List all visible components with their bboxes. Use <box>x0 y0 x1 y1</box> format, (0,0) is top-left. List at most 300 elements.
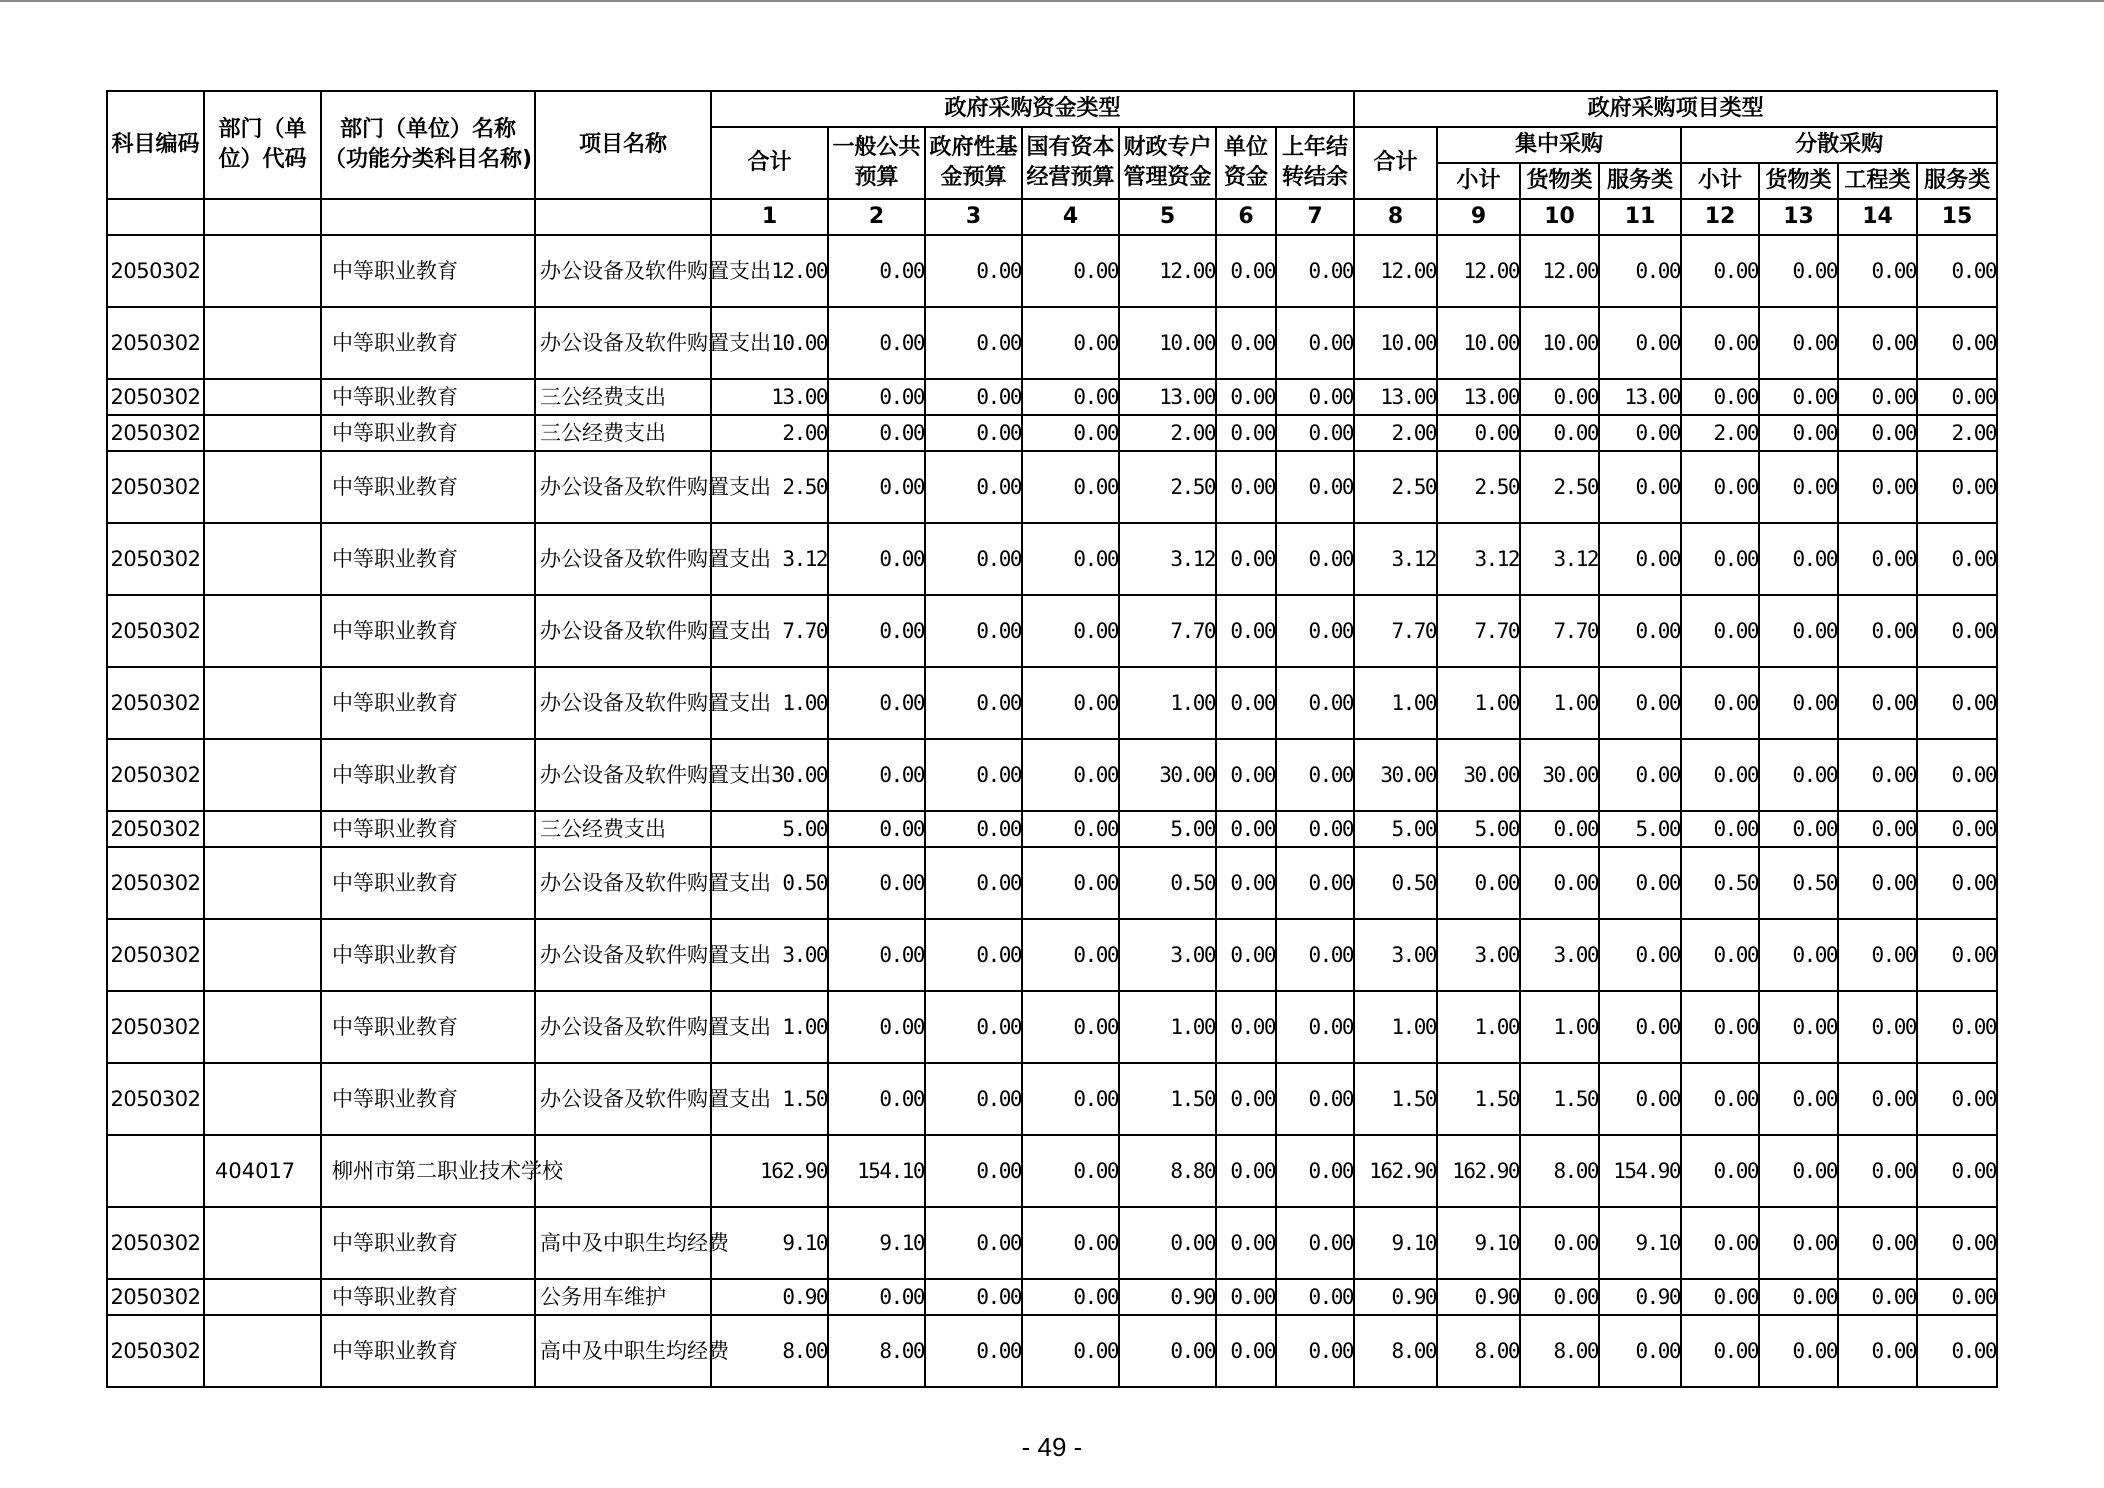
cell-value: 9.10 <box>1354 1207 1437 1279</box>
cell-dept-code <box>204 847 321 919</box>
cell-value: 10.00 <box>1437 307 1520 379</box>
cell-value: 0.90 <box>1599 1279 1681 1315</box>
cell-dept-code <box>204 415 321 451</box>
cell-value: 0.50 <box>711 847 828 919</box>
cell-value: 0.00 <box>1022 523 1119 595</box>
column-number: 5 <box>1119 199 1216 235</box>
cell-dept-name: 中等职业教育 <box>321 415 535 451</box>
table-row <box>107 523 1997 595</box>
cell-dept-name: 中等职业教育 <box>321 739 535 811</box>
cell-value: 0.00 <box>1759 811 1838 847</box>
cell-value: 0.00 <box>1759 739 1838 811</box>
table-row <box>107 1207 1997 1279</box>
cell-value: 3.00 <box>1437 919 1520 991</box>
cell-value: 0.00 <box>1276 523 1354 595</box>
column-number: 4 <box>1022 199 1119 235</box>
cell-value: 0.00 <box>1022 667 1119 739</box>
cell-value: 0.00 <box>1276 1135 1354 1207</box>
cell-project-name: 办公设备及软件购置支出 <box>535 1063 711 1135</box>
cell-value: 0.00 <box>1681 451 1759 523</box>
cell-value: 0.00 <box>925 919 1022 991</box>
cell-value: 0.00 <box>1022 307 1119 379</box>
cell-subject-code: 2050302 <box>107 739 204 811</box>
cell-value: 0.00 <box>1917 1279 1997 1315</box>
cell-value: 0.00 <box>925 667 1022 739</box>
cell-value: 162.90 <box>1354 1135 1437 1207</box>
cell-value: 0.00 <box>828 739 925 811</box>
cell-value: 0.00 <box>828 415 925 451</box>
cell-value: 0.00 <box>1599 595 1681 667</box>
header-carryover: 上年结转结余 <box>1276 127 1354 199</box>
cell-dept-name: 柳州市第二职业技术学校 <box>321 1135 535 1207</box>
cell-value: 0.00 <box>1216 919 1276 991</box>
cell-value: 1.50 <box>1520 1063 1599 1135</box>
table-row <box>107 235 1997 307</box>
table-row <box>107 415 1997 451</box>
cell-dept-name: 中等职业教育 <box>321 1063 535 1135</box>
cell-value: 0.00 <box>1759 307 1838 379</box>
cell-subject-code <box>107 1135 204 1207</box>
cell-dept-code <box>204 595 321 667</box>
cell-dept-code <box>204 235 321 307</box>
cell-value: 0.00 <box>1917 523 1997 595</box>
cell-value: 0.00 <box>828 1279 925 1315</box>
cell-value: 30.00 <box>711 739 828 811</box>
cell-value: 0.00 <box>1599 739 1681 811</box>
cell-value: 0.00 <box>1276 307 1354 379</box>
cell-subject-code: 2050302 <box>107 667 204 739</box>
cell-value: 0.00 <box>1681 739 1759 811</box>
cell-project-name: 办公设备及软件购置支出 <box>535 847 711 919</box>
cell-value: 0.00 <box>1022 991 1119 1063</box>
cell-value: 1.00 <box>1119 667 1216 739</box>
cell-value: 0.00 <box>1917 379 1997 415</box>
cell-value: 0.00 <box>1599 847 1681 919</box>
cell-value: 0.00 <box>1681 811 1759 847</box>
cell-value: 0.00 <box>925 451 1022 523</box>
cell-subject-code: 2050302 <box>107 1315 204 1387</box>
cell-value: 0.00 <box>1276 847 1354 919</box>
table-row <box>107 1315 1997 1387</box>
cell-value: 0.00 <box>1022 1279 1119 1315</box>
cell-value: 0.00 <box>1917 595 1997 667</box>
cell-value: 154.90 <box>1599 1135 1681 1207</box>
cell-value: 162.90 <box>1437 1135 1520 1207</box>
cell-value: 0.90 <box>1119 1279 1216 1315</box>
cell-value: 0.50 <box>1354 847 1437 919</box>
cell-value: 0.00 <box>1599 415 1681 451</box>
cell-project-name: 高中及中职生均经费 <box>535 1315 711 1387</box>
cell-value: 8.00 <box>1354 1315 1437 1387</box>
cell-value: 30.00 <box>1437 739 1520 811</box>
cell-value: 13.00 <box>711 379 828 415</box>
cell-value: 13.00 <box>1354 379 1437 415</box>
cell-value: 12.00 <box>1119 235 1216 307</box>
cell-value: 0.00 <box>1276 739 1354 811</box>
cell-value: 0.00 <box>1759 1135 1838 1207</box>
cell-value: 1.00 <box>1520 667 1599 739</box>
cell-value: 0.00 <box>1276 1063 1354 1135</box>
cell-value: 0.00 <box>1838 667 1917 739</box>
cell-value: 30.00 <box>1119 739 1216 811</box>
cell-value: 0.00 <box>1276 667 1354 739</box>
header-decentral-subtotal: 小计 <box>1681 163 1759 199</box>
cell-value: 8.00 <box>1437 1315 1520 1387</box>
cell-value: 0.00 <box>1276 811 1354 847</box>
cell-value: 0.00 <box>1022 1135 1119 1207</box>
table-row <box>107 595 1997 667</box>
column-number: 9 <box>1437 199 1520 235</box>
header-special-account-fund: 财政专户管理资金 <box>1119 127 1216 199</box>
header-fund-type: 政府采购资金类型 <box>711 91 1354 127</box>
cell-value: 0.00 <box>925 1207 1022 1279</box>
cell-project-name: 三公经费支出 <box>535 379 711 415</box>
cell-value: 2.00 <box>1354 415 1437 451</box>
cell-dept-code <box>204 1315 321 1387</box>
cell-value: 0.00 <box>925 739 1022 811</box>
cell-value: 0.00 <box>1276 379 1354 415</box>
header-central-services: 服务类 <box>1599 163 1681 199</box>
cell-value: 0.00 <box>1119 1315 1216 1387</box>
cell-value: 0.00 <box>1599 451 1681 523</box>
cell-value: 0.00 <box>1917 811 1997 847</box>
cell-value: 10.00 <box>1119 307 1216 379</box>
cell-value: 0.00 <box>1759 451 1838 523</box>
cell-value: 0.00 <box>1599 991 1681 1063</box>
cell-value: 0.00 <box>1216 811 1276 847</box>
cell-value: 0.00 <box>1759 379 1838 415</box>
header-dept-name: 部门（单位）名称（功能分类科目名称) <box>321 91 535 199</box>
table-row <box>107 307 1997 379</box>
cell-value: 1.50 <box>1437 1063 1520 1135</box>
cell-value: 0.00 <box>1216 1135 1276 1207</box>
cell-value: 0.00 <box>1917 919 1997 991</box>
cell-value: 3.00 <box>1520 919 1599 991</box>
cell-value: 0.00 <box>1917 451 1997 523</box>
cell-value: 0.00 <box>1022 451 1119 523</box>
column-number: 12 <box>1681 199 1759 235</box>
cell-value: 0.00 <box>1838 1207 1917 1279</box>
cell-value: 1.00 <box>1354 991 1437 1063</box>
cell-value: 3.12 <box>711 523 828 595</box>
cell-value: 7.70 <box>1119 595 1216 667</box>
cell-value: 0.00 <box>1838 595 1917 667</box>
cell-value: 0.90 <box>1437 1279 1520 1315</box>
cell-value: 0.00 <box>1838 523 1917 595</box>
cell-value: 0.00 <box>925 1315 1022 1387</box>
cell-value: 0.00 <box>1681 1207 1759 1279</box>
cell-value: 7.70 <box>711 595 828 667</box>
cell-value: 0.00 <box>828 523 925 595</box>
header-gov-fund-budget: 政府性基金预算 <box>925 127 1022 199</box>
cell-value: 1.00 <box>1437 667 1520 739</box>
cell-value: 0.90 <box>1354 1279 1437 1315</box>
cell-value: 0.00 <box>1216 595 1276 667</box>
cell-value: 0.00 <box>1437 415 1520 451</box>
cell-value: 13.00 <box>1119 379 1216 415</box>
header-general-budget: 一般公共预算 <box>828 127 925 199</box>
cell-value: 0.00 <box>1681 919 1759 991</box>
cell-value: 0.00 <box>1216 1063 1276 1135</box>
table-row <box>107 991 1997 1063</box>
top-border-line <box>0 0 2104 2</box>
cell-dept-name: 中等职业教育 <box>321 595 535 667</box>
cell-value: 1.50 <box>711 1063 828 1135</box>
cell-subject-code: 2050302 <box>107 991 204 1063</box>
cell-value: 12.00 <box>711 235 828 307</box>
cell-value: 1.00 <box>1520 991 1599 1063</box>
cell-value: 0.00 <box>1681 991 1759 1063</box>
cell-value: 8.00 <box>1520 1135 1599 1207</box>
cell-value: 7.70 <box>1437 595 1520 667</box>
cell-project-name: 公务用车维护 <box>535 1279 711 1315</box>
cell-value: 0.00 <box>1838 451 1917 523</box>
cell-value: 0.00 <box>1838 739 1917 811</box>
cell-value: 0.00 <box>1216 307 1276 379</box>
cell-value: 5.00 <box>1437 811 1520 847</box>
cell-value: 0.00 <box>1599 307 1681 379</box>
cell-value: 1.50 <box>1354 1063 1437 1135</box>
cell-value: 0.00 <box>925 235 1022 307</box>
cell-value: 9.10 <box>711 1207 828 1279</box>
cell-value: 2.00 <box>1917 415 1997 451</box>
cell-value: 1.00 <box>1354 667 1437 739</box>
cell-value: 0.00 <box>1838 379 1917 415</box>
cell-value: 0.00 <box>1838 1135 1917 1207</box>
cell-subject-code: 2050302 <box>107 235 204 307</box>
cell-subject-code: 2050302 <box>107 811 204 847</box>
cell-subject-code: 2050302 <box>107 451 204 523</box>
cell-value: 0.00 <box>1022 739 1119 811</box>
cell-value: 0.00 <box>1599 1063 1681 1135</box>
column-number: 3 <box>925 199 1022 235</box>
cell-value: 0.00 <box>1917 991 1997 1063</box>
cell-value: 0.00 <box>1022 595 1119 667</box>
header-decentral-goods: 货物类 <box>1759 163 1838 199</box>
cell-value: 13.00 <box>1599 379 1681 415</box>
cell-subject-code: 2050302 <box>107 379 204 415</box>
cell-value: 2.50 <box>1119 451 1216 523</box>
column-number: 1 <box>711 199 828 235</box>
cell-value: 0.00 <box>1838 847 1917 919</box>
cell-value: 0.00 <box>1022 235 1119 307</box>
cell-subject-code: 2050302 <box>107 307 204 379</box>
cell-value: 0.00 <box>1276 235 1354 307</box>
cell-value: 0.00 <box>1917 307 1997 379</box>
cell-value: 8.00 <box>828 1315 925 1387</box>
cell-value: 0.00 <box>1917 1135 1997 1207</box>
cell-dept-name: 中等职业教育 <box>321 379 535 415</box>
table-row <box>107 667 1997 739</box>
table-row <box>107 1135 1997 1207</box>
cell-value: 0.00 <box>1838 1315 1917 1387</box>
cell-value: 0.00 <box>828 595 925 667</box>
cell-subject-code: 2050302 <box>107 523 204 595</box>
cell-value: 1.50 <box>1119 1063 1216 1135</box>
cell-value: 0.00 <box>1216 1279 1276 1315</box>
cell-value: 0.00 <box>1599 235 1681 307</box>
cell-value: 0.00 <box>1681 595 1759 667</box>
cell-value: 0.00 <box>1216 991 1276 1063</box>
table-row <box>107 1063 1997 1135</box>
cell-value: 7.70 <box>1520 595 1599 667</box>
cell-value: 0.00 <box>828 379 925 415</box>
cell-project-name: 办公设备及软件购置支出 <box>535 595 711 667</box>
header-decentral-services: 服务类 <box>1917 163 1997 199</box>
cell-value: 3.12 <box>1520 523 1599 595</box>
cell-value: 12.00 <box>1354 235 1437 307</box>
cell-dept-name: 中等职业教育 <box>321 451 535 523</box>
cell-subject-code: 2050302 <box>107 919 204 991</box>
cell-value: 0.00 <box>925 811 1022 847</box>
cell-dept-code <box>204 667 321 739</box>
cell-value: 30.00 <box>1520 739 1599 811</box>
cell-value: 0.00 <box>828 919 925 991</box>
cell-value: 0.00 <box>828 991 925 1063</box>
cell-dept-name: 中等职业教育 <box>321 307 535 379</box>
cell-value: 0.00 <box>828 307 925 379</box>
cell-value: 0.50 <box>1681 847 1759 919</box>
cell-dept-name: 中等职业教育 <box>321 667 535 739</box>
cell-value: 0.00 <box>925 1063 1022 1135</box>
column-number: 2 <box>828 199 925 235</box>
cell-value: 0.00 <box>1276 1207 1354 1279</box>
cell-value: 0.00 <box>1838 991 1917 1063</box>
cell-dept-code <box>204 1063 321 1135</box>
cell-value: 0.00 <box>925 595 1022 667</box>
cell-value: 2.00 <box>1119 415 1216 451</box>
cell-subject-code: 2050302 <box>107 1279 204 1315</box>
cell-value: 5.00 <box>1119 811 1216 847</box>
cell-value: 0.00 <box>1681 667 1759 739</box>
cell-value: 0.00 <box>925 523 1022 595</box>
cell-value: 0.00 <box>1437 847 1520 919</box>
cell-value: 0.00 <box>1759 1207 1838 1279</box>
cell-value: 3.12 <box>1437 523 1520 595</box>
cell-value: 2.50 <box>1437 451 1520 523</box>
cell-value: 0.00 <box>1216 739 1276 811</box>
table-row <box>107 451 1997 523</box>
cell-value: 3.00 <box>1354 919 1437 991</box>
header-decentralized: 分散采购 <box>1681 127 1997 163</box>
cell-value: 0.00 <box>1022 379 1119 415</box>
cell-value: 5.00 <box>1354 811 1437 847</box>
cell-value: 0.00 <box>1216 235 1276 307</box>
cell-value: 0.00 <box>1216 1315 1276 1387</box>
column-number: 14 <box>1838 199 1917 235</box>
cell-value: 0.00 <box>925 847 1022 919</box>
cell-value: 0.00 <box>1276 919 1354 991</box>
header-fund-total: 合计 <box>711 127 828 199</box>
cell-value: 0.00 <box>1276 991 1354 1063</box>
cell-value: 0.00 <box>828 811 925 847</box>
cell-dept-code <box>204 1279 321 1315</box>
cell-project-name: 三公经费支出 <box>535 811 711 847</box>
cell-subject-code: 2050302 <box>107 415 204 451</box>
cell-value: 0.50 <box>1759 847 1838 919</box>
cell-value: 0.00 <box>1838 235 1917 307</box>
cell-value: 10.00 <box>711 307 828 379</box>
cell-value: 0.00 <box>1520 811 1599 847</box>
cell-value: 0.00 <box>1119 1207 1216 1279</box>
cell-value: 0.00 <box>1838 919 1917 991</box>
cell-value: 0.00 <box>925 991 1022 1063</box>
cell-value: 3.00 <box>1119 919 1216 991</box>
cell-value: 3.12 <box>1119 523 1216 595</box>
cell-value: 1.00 <box>711 667 828 739</box>
cell-value: 0.00 <box>828 847 925 919</box>
cell-value: 1.00 <box>1437 991 1520 1063</box>
cell-subject-code: 2050302 <box>107 1063 204 1135</box>
cell-value: 0.00 <box>1759 415 1838 451</box>
cell-value: 10.00 <box>1520 307 1599 379</box>
column-number-row <box>107 199 1997 235</box>
table-row <box>107 1279 1997 1315</box>
cell-value: 0.00 <box>1681 1063 1759 1135</box>
cell-value: 0.00 <box>1520 1279 1599 1315</box>
cell-value: 0.00 <box>1022 919 1119 991</box>
cell-value: 1.00 <box>1119 991 1216 1063</box>
cell-value: 8.80 <box>1119 1135 1216 1207</box>
header-state-capital-budget: 国有资本经营预算 <box>1022 127 1119 199</box>
cell-value: 0.00 <box>1216 847 1276 919</box>
cell-project-name: 三公经费支出 <box>535 415 711 451</box>
cell-project-name: 办公设备及软件购置支出 <box>535 307 711 379</box>
column-number: 15 <box>1917 199 1997 235</box>
cell-subject-code: 2050302 <box>107 595 204 667</box>
header-project-name: 项目名称 <box>535 91 711 199</box>
cell-value: 13.00 <box>1437 379 1520 415</box>
cell-value: 0.50 <box>1119 847 1216 919</box>
cell-value: 0.00 <box>1838 1063 1917 1135</box>
cell-dept-code <box>204 739 321 811</box>
header-central-subtotal: 小计 <box>1437 163 1520 199</box>
cell-dept-code <box>204 991 321 1063</box>
header-item-type: 政府采购项目类型 <box>1354 91 1997 127</box>
table-row <box>107 919 1997 991</box>
cell-value: 0.00 <box>1681 523 1759 595</box>
column-number: 7 <box>1276 199 1354 235</box>
cell-dept-name: 中等职业教育 <box>321 1315 535 1387</box>
cell-value: 0.00 <box>1599 667 1681 739</box>
cell-value: 0.00 <box>1917 667 1997 739</box>
header-unit-fund: 单位资金 <box>1216 127 1276 199</box>
cell-value: 0.00 <box>1759 1315 1838 1387</box>
cell-value: 0.00 <box>1022 1063 1119 1135</box>
cell-value: 0.00 <box>1759 1279 1838 1315</box>
table-row <box>107 379 1997 415</box>
cell-dept-name: 中等职业教育 <box>321 523 535 595</box>
cell-value: 2.50 <box>1354 451 1437 523</box>
cell-value: 0.00 <box>925 1279 1022 1315</box>
cell-value: 0.00 <box>1917 1063 1997 1135</box>
cell-value: 5.00 <box>711 811 828 847</box>
cell-value: 0.00 <box>1216 523 1276 595</box>
cell-value: 0.00 <box>1520 1207 1599 1279</box>
cell-value: 10.00 <box>1354 307 1437 379</box>
cell-dept-name: 中等职业教育 <box>321 991 535 1063</box>
cell-value: 0.00 <box>1759 595 1838 667</box>
cell-value: 0.00 <box>1759 991 1838 1063</box>
cell-value: 0.00 <box>1022 415 1119 451</box>
cell-value: 3.00 <box>711 919 828 991</box>
header-item-total: 合计 <box>1354 127 1437 199</box>
cell-value: 0.00 <box>925 379 1022 415</box>
cell-value: 0.00 <box>1599 919 1681 991</box>
cell-value: 9.10 <box>1437 1207 1520 1279</box>
cell-value: 0.00 <box>1276 451 1354 523</box>
cell-value: 0.00 <box>828 235 925 307</box>
